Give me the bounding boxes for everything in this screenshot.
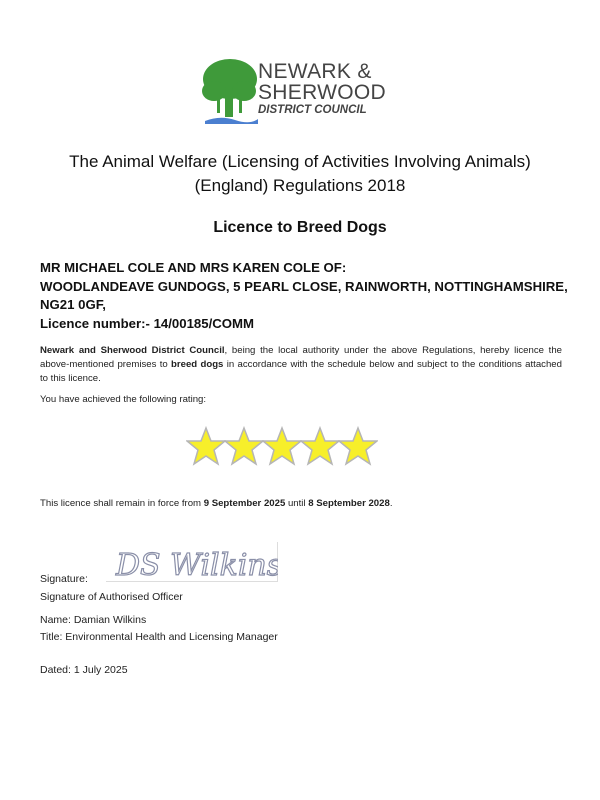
officer-name: Name: Damian Wilkins <box>40 614 147 626</box>
star-icon <box>224 426 264 466</box>
council-name: Newark and Sherwood District Council <box>40 345 225 356</box>
tree-icon <box>200 55 258 127</box>
signature-label: Signature: <box>40 573 88 585</box>
signature-caption: Signature of Authorised Officer <box>40 591 183 603</box>
star-rating <box>186 426 376 466</box>
title-line1: The Animal Welfare (Licensing of Activities Involving Animals) <box>69 152 531 171</box>
licence-number: Licence number:- 14/00185/COMM <box>40 315 255 331</box>
licensee-address: WOODLANDEAVE GUNDOGS, 5 PEARL CLOSE, RAINWORTH, NOTTINGHAMSHIRE, <box>40 278 568 294</box>
star-icon <box>300 426 340 466</box>
licence-heading: Licence to Breed Dogs <box>213 219 387 236</box>
title-line2: (England) Regulations 2018 <box>194 176 406 195</box>
star-icon <box>262 426 302 466</box>
logo-line3: DISTRICT COUNCIL <box>258 104 367 116</box>
star-icon <box>338 426 378 466</box>
licensee-names: MR MICHAEL COLE AND MRS KAREN COLE OF: <box>40 260 347 275</box>
validity-mid: until <box>285 498 309 509</box>
validity-suffix: . <box>389 498 393 509</box>
licence-statement <box>40 344 562 385</box>
dated: Dated: 1 July 2025 <box>40 664 128 676</box>
star-icon <box>186 426 226 466</box>
licensee-block <box>40 259 568 333</box>
regulations-title <box>0 150 600 198</box>
rating-label: You have achieved the following rating: <box>40 394 207 405</box>
statement-text: in accordance with the schedule below and subject to the conditions attached to this licence. <box>40 358 562 384</box>
validity-prefix: This licence shall remain in force from <box>40 498 204 509</box>
valid-to-date: 8 September 2028 <box>308 498 390 509</box>
licensee-postcode: NG21 0GF, <box>40 297 106 312</box>
validity-text <box>40 498 392 509</box>
logo-line1: NEWARK & <box>258 60 372 83</box>
logo-line2: SHERWOOD <box>258 81 387 104</box>
council-logo <box>200 55 390 130</box>
valid-from-date: 9 September 2025 <box>203 498 286 509</box>
signature-image <box>106 542 278 582</box>
statement-text: , being the local authority under the above Regulations, hereby licence the above-mentioned premises to <box>40 345 563 370</box>
officer-title: Title: Environmental Health and Licensing Manager <box>40 631 278 643</box>
licensed-activity: breed dogs <box>171 358 224 370</box>
signature-glyph: DS Wilkins <box>116 548 278 582</box>
